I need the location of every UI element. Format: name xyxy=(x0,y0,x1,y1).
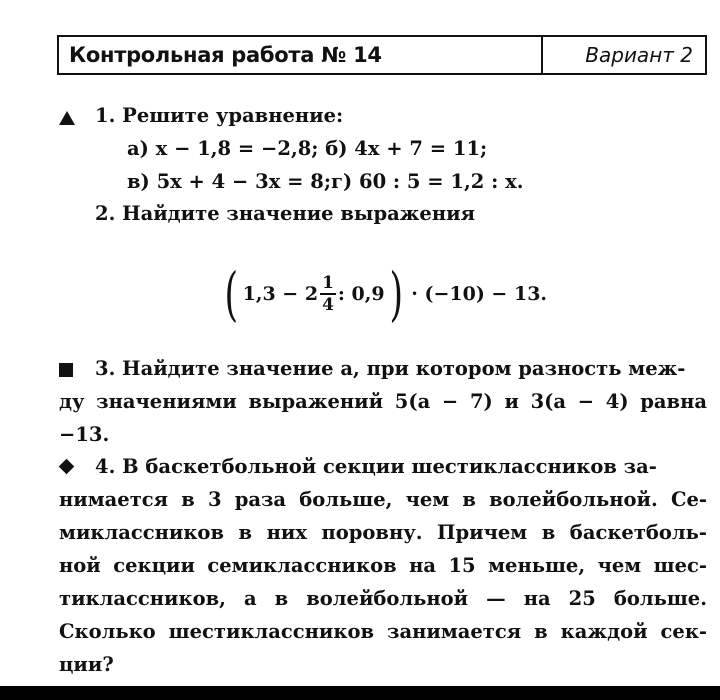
task4-line-2: нимается в 3 раза больше, чем в волейбольной. Се- xyxy=(59,488,707,511)
task3-line-2: ду значениями выражений 5(a − 7) и 3(a − 4) равна xyxy=(59,390,707,413)
task3-text-1: Найдите значение a, при котором разность меж- xyxy=(122,357,686,380)
task1-line-b: в) 5x + 4 − 3x = 8;г) 60 : 5 = 1,2 : x. xyxy=(127,170,524,193)
variant-label: Вариант 2 xyxy=(585,43,693,67)
bottom-border xyxy=(0,686,720,700)
header-box xyxy=(57,35,707,75)
expr-left: 1,3 − 2 xyxy=(242,283,319,305)
page-title: Контрольная работа № 14 xyxy=(59,37,543,73)
task2-expression xyxy=(220,262,547,326)
fraction xyxy=(320,273,336,315)
task1-line-a: а) x − 1,8 = −2,8; б) 4x + 7 = 11; xyxy=(127,137,488,160)
expr-right: · (−10) − 13. xyxy=(411,283,548,305)
task1-title xyxy=(95,104,343,128)
task3-number: 3. xyxy=(95,357,116,380)
diamond-icon xyxy=(59,459,75,475)
task4-line-5: тиклассников, а в волейбольной — на 25 больше. xyxy=(59,587,707,610)
task1-number: 1. xyxy=(95,104,116,127)
task4-line-7: ции? xyxy=(59,653,114,676)
task4-text-1: В баскетбольной секции шестиклассников за- xyxy=(122,455,657,478)
task4-line-3: миклассников в них поровну. Причем в баскетболь- xyxy=(59,521,707,544)
task3-line-3: −13. xyxy=(59,423,110,446)
fraction-numerator: 1 xyxy=(322,273,334,293)
task2-prompt: Найдите значение выражения xyxy=(122,202,475,225)
task4-number: 4. xyxy=(95,455,116,478)
task4-line-6: Сколько шестиклассников занимается в каждой сек- xyxy=(59,620,707,643)
task4-line-4: ной секции семиклассников на 15 меньше, чем шес- xyxy=(59,554,707,577)
square-icon xyxy=(59,363,73,377)
task2-number: 2. xyxy=(95,202,116,225)
task4-line-1 xyxy=(95,455,707,479)
left-paren: ( xyxy=(224,260,239,328)
triangle-icon xyxy=(59,111,75,125)
task2-title xyxy=(95,202,475,226)
expr-mid: : 0,9 xyxy=(337,283,385,305)
task1-prompt: Решите уравнение: xyxy=(122,104,344,127)
right-paren: ) xyxy=(389,260,403,328)
task3-line-1 xyxy=(95,357,707,381)
fraction-denominator: 4 xyxy=(322,295,334,315)
